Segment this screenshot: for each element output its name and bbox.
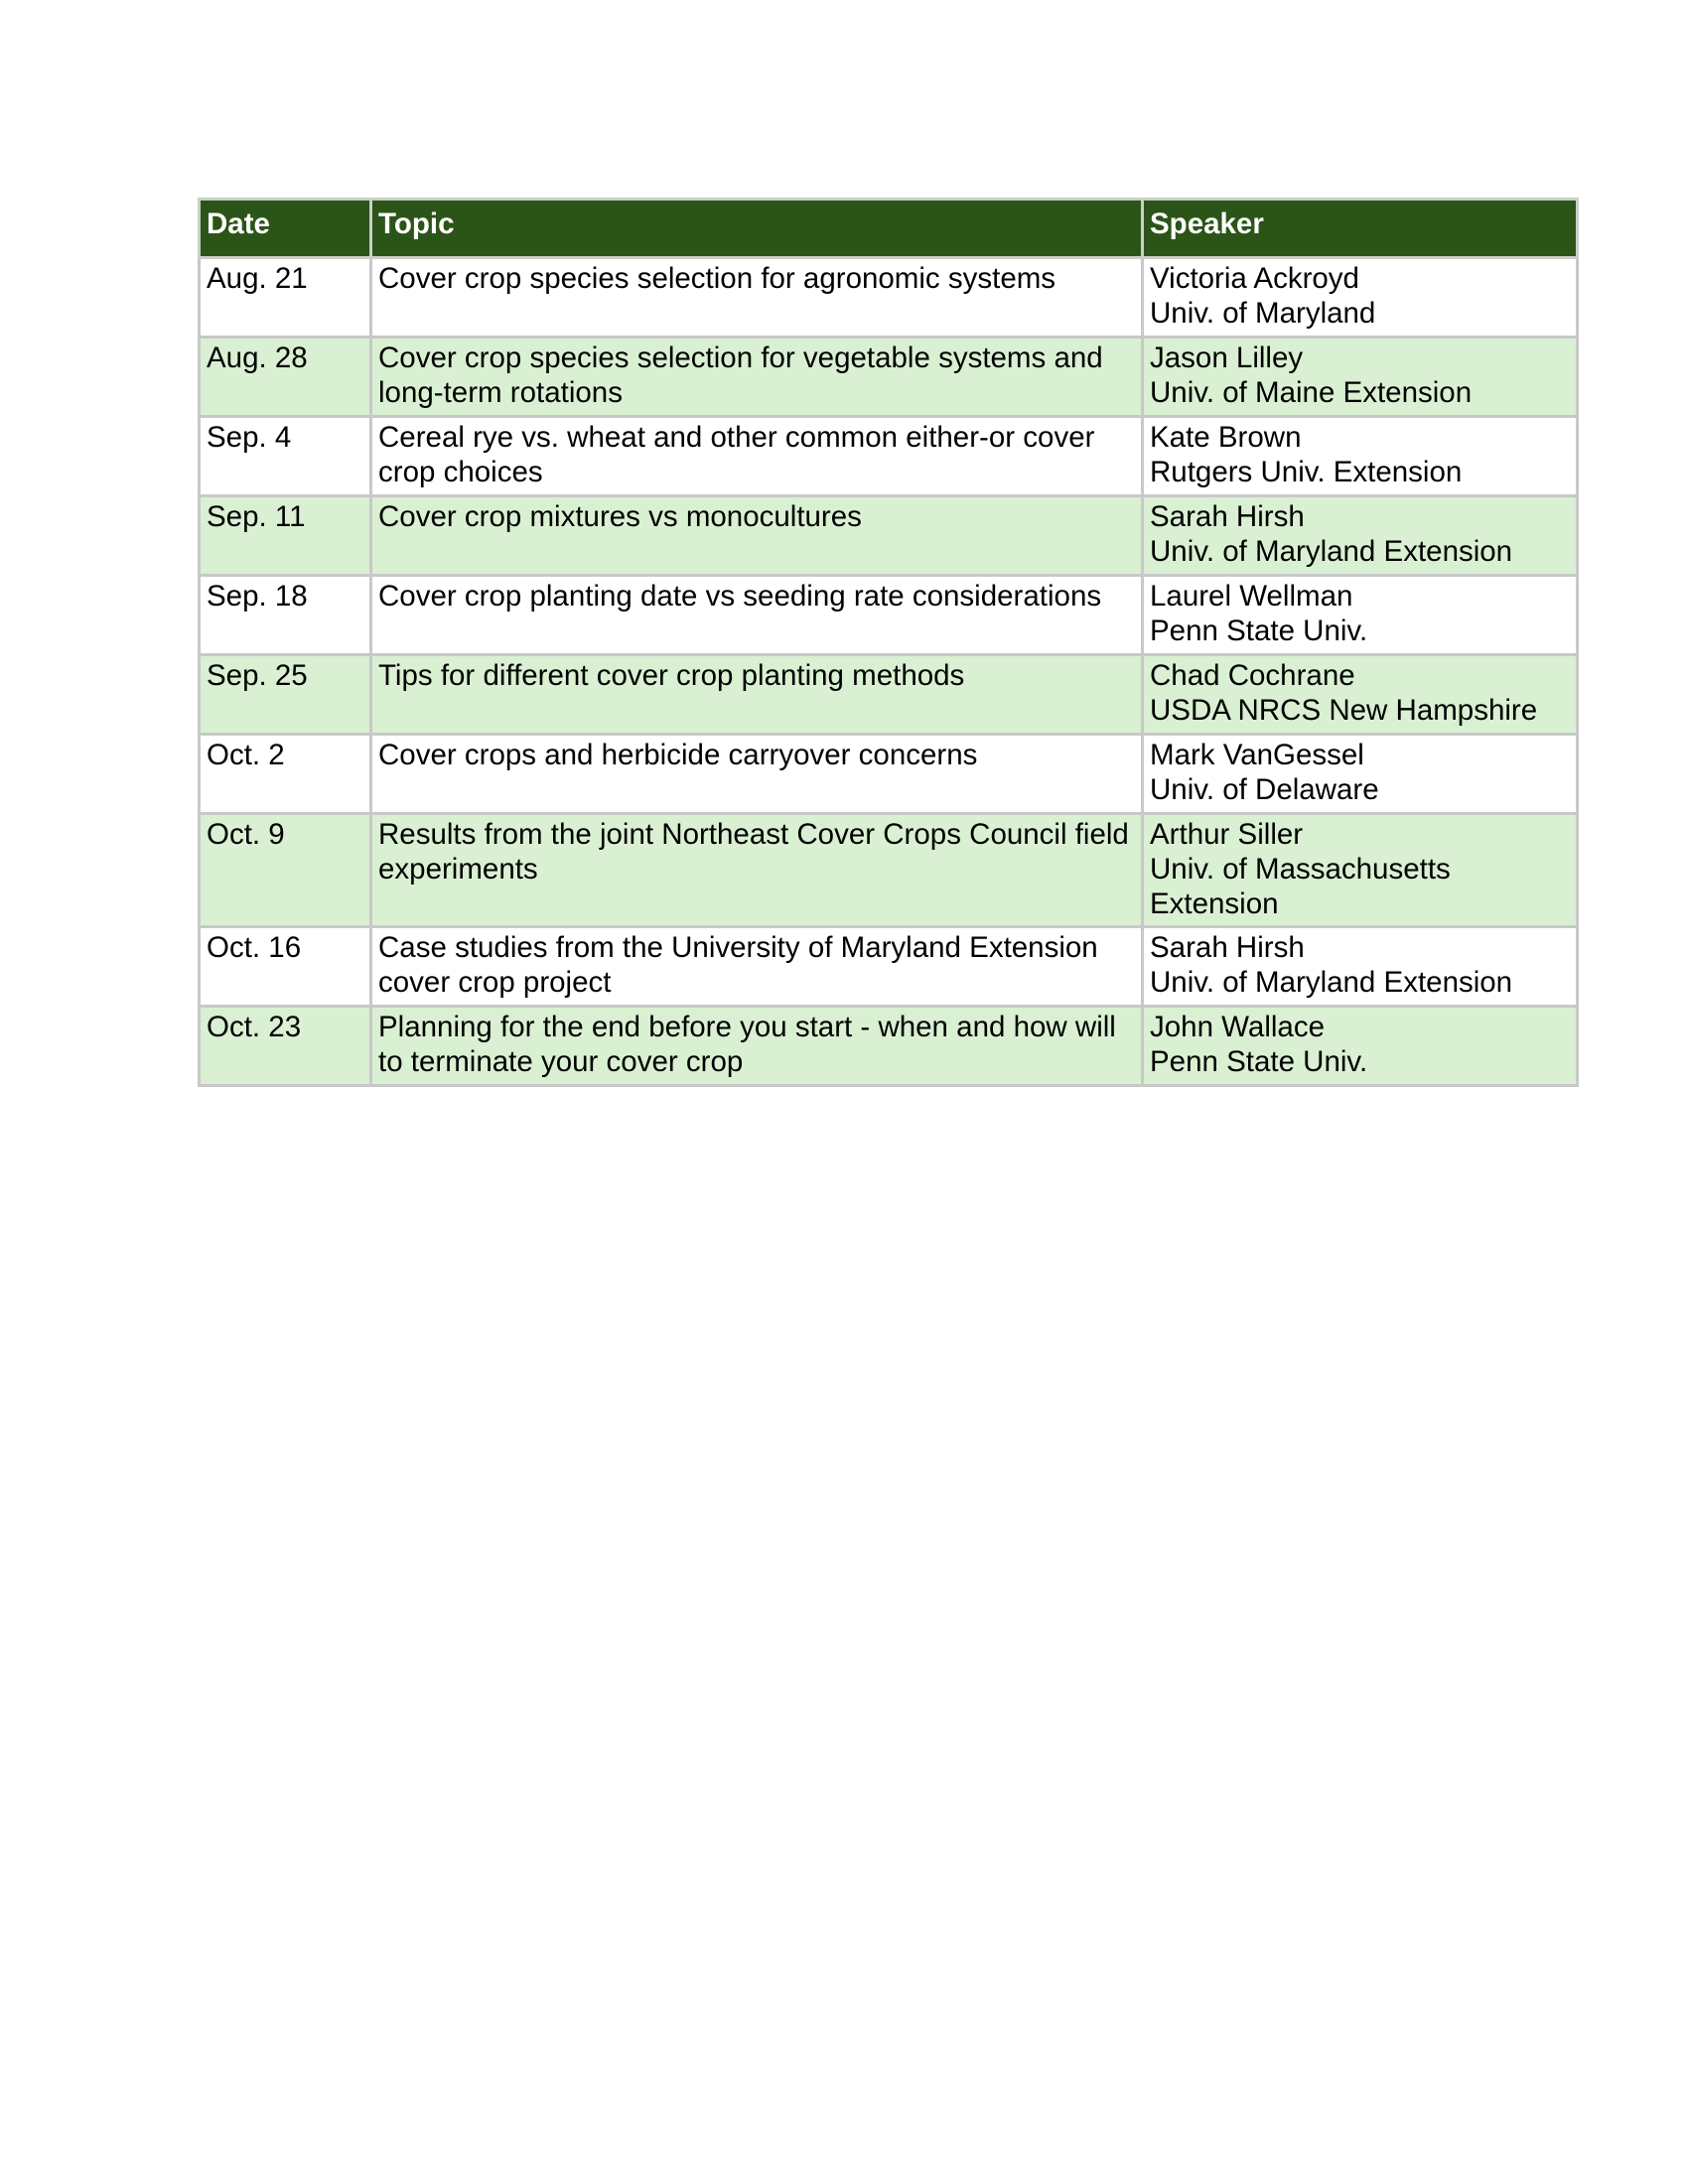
table-row: [200, 338, 1578, 417]
speaker-affiliation: Univ. of Massachusetts Extension: [1150, 853, 1451, 920]
speaker-cell: [1143, 417, 1578, 496]
table-row: [200, 576, 1578, 655]
date-cell: Oct. 23: [200, 1007, 371, 1086]
speaker-name: Laurel Wellman: [1150, 580, 1353, 613]
speaker-name: Kate Brown: [1150, 421, 1302, 454]
table-header: [200, 200, 1578, 258]
speaker-cell: [1143, 655, 1578, 735]
header-topic: Topic: [371, 200, 1143, 258]
date-cell: Aug. 21: [200, 258, 371, 338]
speaker-name: Chad Cochrane: [1150, 659, 1355, 692]
topic-cell: Cover crop mixtures vs monocultures: [371, 496, 1143, 576]
date-cell: Aug. 28: [200, 338, 371, 417]
speaker-affiliation: Univ. of Maine Extension: [1150, 376, 1473, 409]
speaker-name: Victoria Ackroyd: [1150, 262, 1359, 295]
date-cell: Sep. 18: [200, 576, 371, 655]
date-cell: Oct. 9: [200, 814, 371, 927]
speaker-affiliation: Univ. of Maryland Extension: [1150, 966, 1513, 999]
table-row: [200, 417, 1578, 496]
speaker-affiliation: Univ. of Delaware: [1150, 773, 1379, 806]
date-cell: Sep. 4: [200, 417, 371, 496]
table-row: [200, 735, 1578, 814]
speaker-cell: [1143, 927, 1578, 1007]
date-cell: Oct. 2: [200, 735, 371, 814]
speaker-affiliation: USDA NRCS New Hampshire: [1150, 694, 1538, 727]
speaker-cell: [1143, 496, 1578, 576]
topic-cell: Planning for the end before you start - when and how will to terminate your cover crop: [371, 1007, 1143, 1086]
header-speaker: Speaker: [1143, 200, 1578, 258]
topic-cell: Case studies from the University of Maryland Extension cover crop project: [371, 927, 1143, 1007]
speaker-affiliation: Penn State Univ.: [1150, 1045, 1368, 1078]
table-row: [200, 655, 1578, 735]
topic-cell: Cover crop species selection for agronomic systems: [371, 258, 1143, 338]
speaker-cell: [1143, 576, 1578, 655]
speaker-cell: [1143, 735, 1578, 814]
date-cell: Sep. 25: [200, 655, 371, 735]
schedule-table: [198, 198, 1579, 1087]
header-row: [200, 200, 1578, 258]
speaker-affiliation: Penn State Univ.: [1150, 614, 1368, 647]
speaker-affiliation: Rutgers Univ. Extension: [1150, 456, 1463, 488]
topic-cell: Tips for different cover crop planting methods: [371, 655, 1143, 735]
topic-cell: Results from the joint Northeast Cover Crops Council field experiments: [371, 814, 1143, 927]
speaker-affiliation: Univ. of Maryland Extension: [1150, 535, 1513, 568]
table-row: [200, 258, 1578, 338]
date-cell: Oct. 16: [200, 927, 371, 1007]
speaker-cell: [1143, 258, 1578, 338]
header-date: Date: [200, 200, 371, 258]
table-body: [200, 258, 1578, 1086]
speaker-cell: [1143, 1007, 1578, 1086]
date-cell: Sep. 11: [200, 496, 371, 576]
speaker-name: John Wallace: [1150, 1011, 1325, 1043]
table-row: [200, 496, 1578, 576]
speaker-cell: [1143, 814, 1578, 927]
speaker-affiliation: Univ. of Maryland: [1150, 297, 1376, 330]
table-row: [200, 1007, 1578, 1086]
table-row: [200, 927, 1578, 1007]
speaker-name: Sarah Hirsh: [1150, 931, 1305, 964]
speaker-name: Arthur Siller: [1150, 818, 1304, 851]
speaker-name: Sarah Hirsh: [1150, 500, 1305, 533]
topic-cell: Cereal rye vs. wheat and other common either-or cover crop choices: [371, 417, 1143, 496]
topic-cell: Cover crop planting date vs seeding rate considerations: [371, 576, 1143, 655]
topic-cell: Cover crops and herbicide carryover concerns: [371, 735, 1143, 814]
speaker-name: Jason Lilley: [1150, 341, 1304, 374]
speaker-cell: [1143, 338, 1578, 417]
topic-cell: Cover crop species selection for vegetable systems and long-term rotations: [371, 338, 1143, 417]
table-row: [200, 814, 1578, 927]
speaker-name: Mark VanGessel: [1150, 739, 1364, 771]
